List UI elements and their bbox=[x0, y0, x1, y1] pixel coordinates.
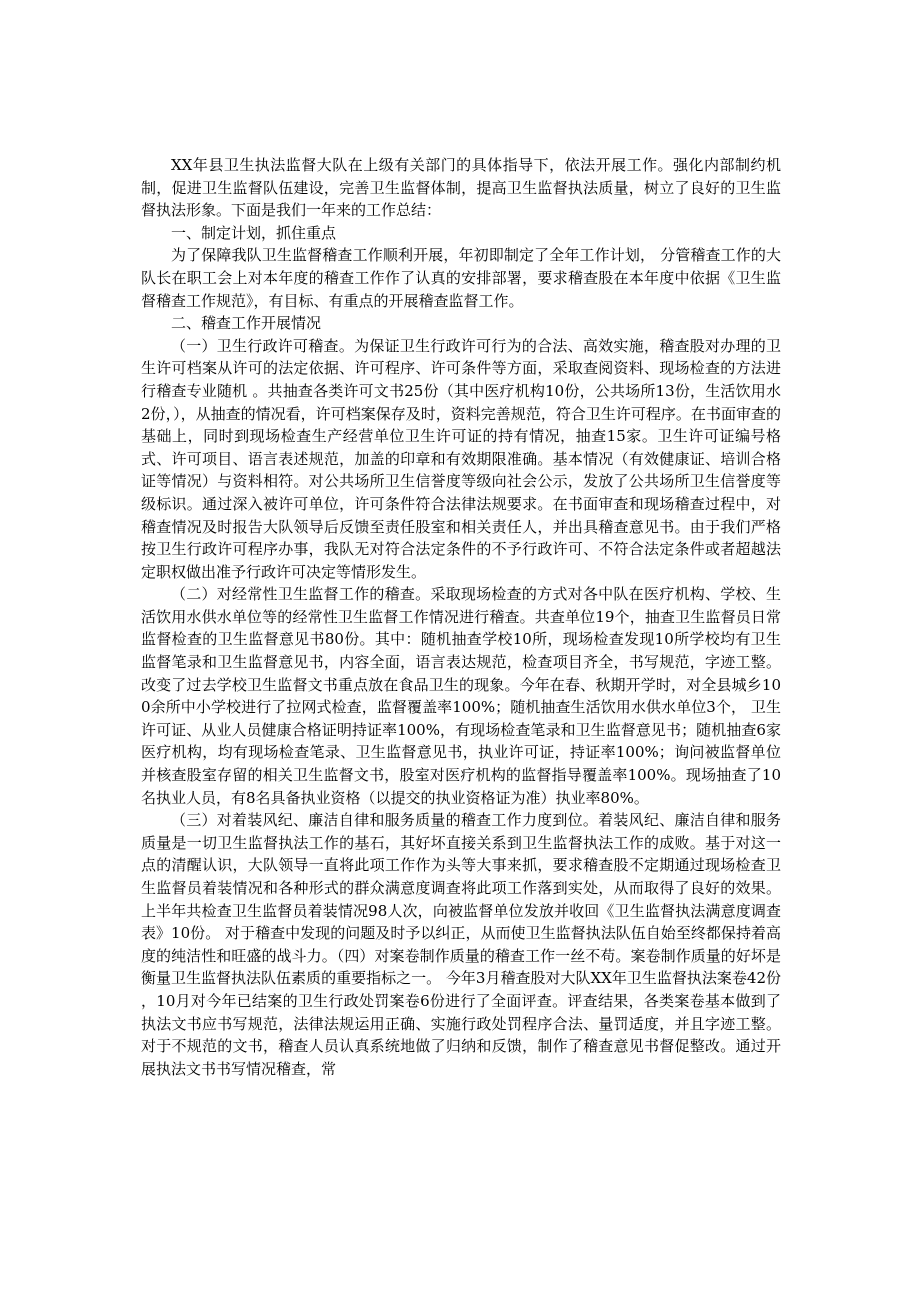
plan-paragraph: 为了保障我队卫生监督稽查工作顺利开展，年初即制定了全年工作计划， 分管稽查工作的大队长在职工会上对本年度的稽查工作作了认真的安排部署，要求稽查股在本年度中依据《卫生监督稽查工作规范》，有目标、有重点的开展稽查监督工作。 bbox=[141, 246, 781, 310]
section-heading-plan: 一、制定计划，抓住重点 bbox=[171, 223, 337, 242]
conduct-and-case-file-paragraph: （三）对着装风纪、廉洁自律和服务质量的稽查工作力度到位。着装风纪、廉洁自律和服务质量是一切卫生监督执法工作的基石，其好坏直接关系到卫生监督执法工作的成败。基于对这一点的清醒认识，大队领导一直将此项工作作为头等大事来抓，要求稽查股不定期通过现场检查卫生监督员着装情况和各种形式的群众满意度调查将此项工作落到实处，从而取得了良好的效果。上半年共检查卫生监督员着装情况98人次，向被监督单位发放并收回《卫生监督执法满意度调查表》10份。 对于稽查中发现的问题及时予以纠正，从而使卫生监督执法队伍自始至终都保持着高度的纯洁性和旺盛的战斗力。（四）对案卷制作质量的稽查工作一丝不苟。案卷制作质量的好坏是衡量卫生监督执法队伍素质的重要指标之一。 今年3月稽查股对大队XX年卫生监督执法案卷42份 ，10月对今年已结案的卫生行政处罚案卷6份进行了全面评查。评查结果，各类案卷基本做到了执法文书应书写规范，法律法规运用正确、实施行政处罚程序合法、量罚适度，并且字迹工整。对于不规范的文书，稽查人员认真系统地做了归纳和反馈，制作了稽查意见书督促整改。通过开展执法文书书写情况稽查，常 bbox=[141, 811, 781, 1078]
document-body bbox=[141, 154, 781, 1080]
license-inspection-paragraph: （一）卫生行政许可稽查。为保证卫生行政许可行为的合法、高效实施，稽查股对办理的卫生许可档案从许可的法定依据、许可程序、许可条件等方面，采取查阅资料、现场检查的方法进行稽查专业随机 。共抽查各类许可文书25份（其中医疗机构10份，公共场所13份，生活饮用水2份，），从抽查的情况看，许可档案保存及时，资料完善规范，符合卫生许可程序。在书面审查的基础上，同时到现场检查生产经营单位卫生许可证的持有情况，抽查15家。卫生许可证编号格式、许可项目、语言表述规范，加盖的印章和有效期限准确。基本情况（有效健康证、培训合格证等情况）与资料相符。对公共场所卫生信誉度等级向社会公示，发放了公共场所卫生信誉度等级标识。通过深入被许可单位，许可条件符合法律法规要求。在书面审查和现场稽查过程中，对稽查情况及时报告大队领导后反馈至责任股室和相关责任人，并出具稽查意见书。由于我们严格按卫生行政许可程序办事，我队无对符合法定条件的不予行政许可、不符合法定条件或者超越法定职权做出准予行政许可决定等情形发生。 bbox=[141, 336, 781, 581]
intro-paragraph: XX年县卫生执法监督大队在上级有关部门的具体指导下，依法开展工作。强化内部制约机制，促进卫生监督队伍建设，完善卫生监督体制，提高卫生监督执法质量，树立了良好的卫生监督执法形象。下面是我们一年来的工作总结： bbox=[141, 156, 781, 220]
section-heading-inspection: 二、稽查工作开展情况 bbox=[171, 314, 322, 333]
routine-supervision-paragraph: （二）对经常性卫生监督工作的稽查。采取现场检查的方式对各中队在医疗机构、学校、生活饮用水供水单位等的经常性卫生监督工作情况进行稽查。共查单位19个，抽查卫生监督员日常监督检查的卫生监督意见书80份。其中：随机抽查学校10所，现场检查发现10所学校均有卫生监督笔录和卫生监督意见书，内容全面，语言表达规范，检查项目齐全，书写规范，字迹工整。改变了过去学校卫生监督文书重点放在食品卫生的现象。今年在春、秋期开学时，对全县城乡100余所中小学校进行了拉网式检查，监督覆盖率100%；随机抽查生活饮用水供水单位3个， 卫生许可证、从业人员健康合格证明持证率100%，有现场检查笔录和卫生监督意见书；随机抽查6家医疗机构，均有现场检查笔录、卫生监督意见书，执业许可证，持证率100%；询问被监督单位并核查股室存留的相关卫生监督文书，股室对医疗机构的监督指导覆盖率100%。现场抽查了10名执业人员，有8名具备执业资格（以提交的执业资格证为准）执业率80%。 bbox=[141, 585, 781, 807]
